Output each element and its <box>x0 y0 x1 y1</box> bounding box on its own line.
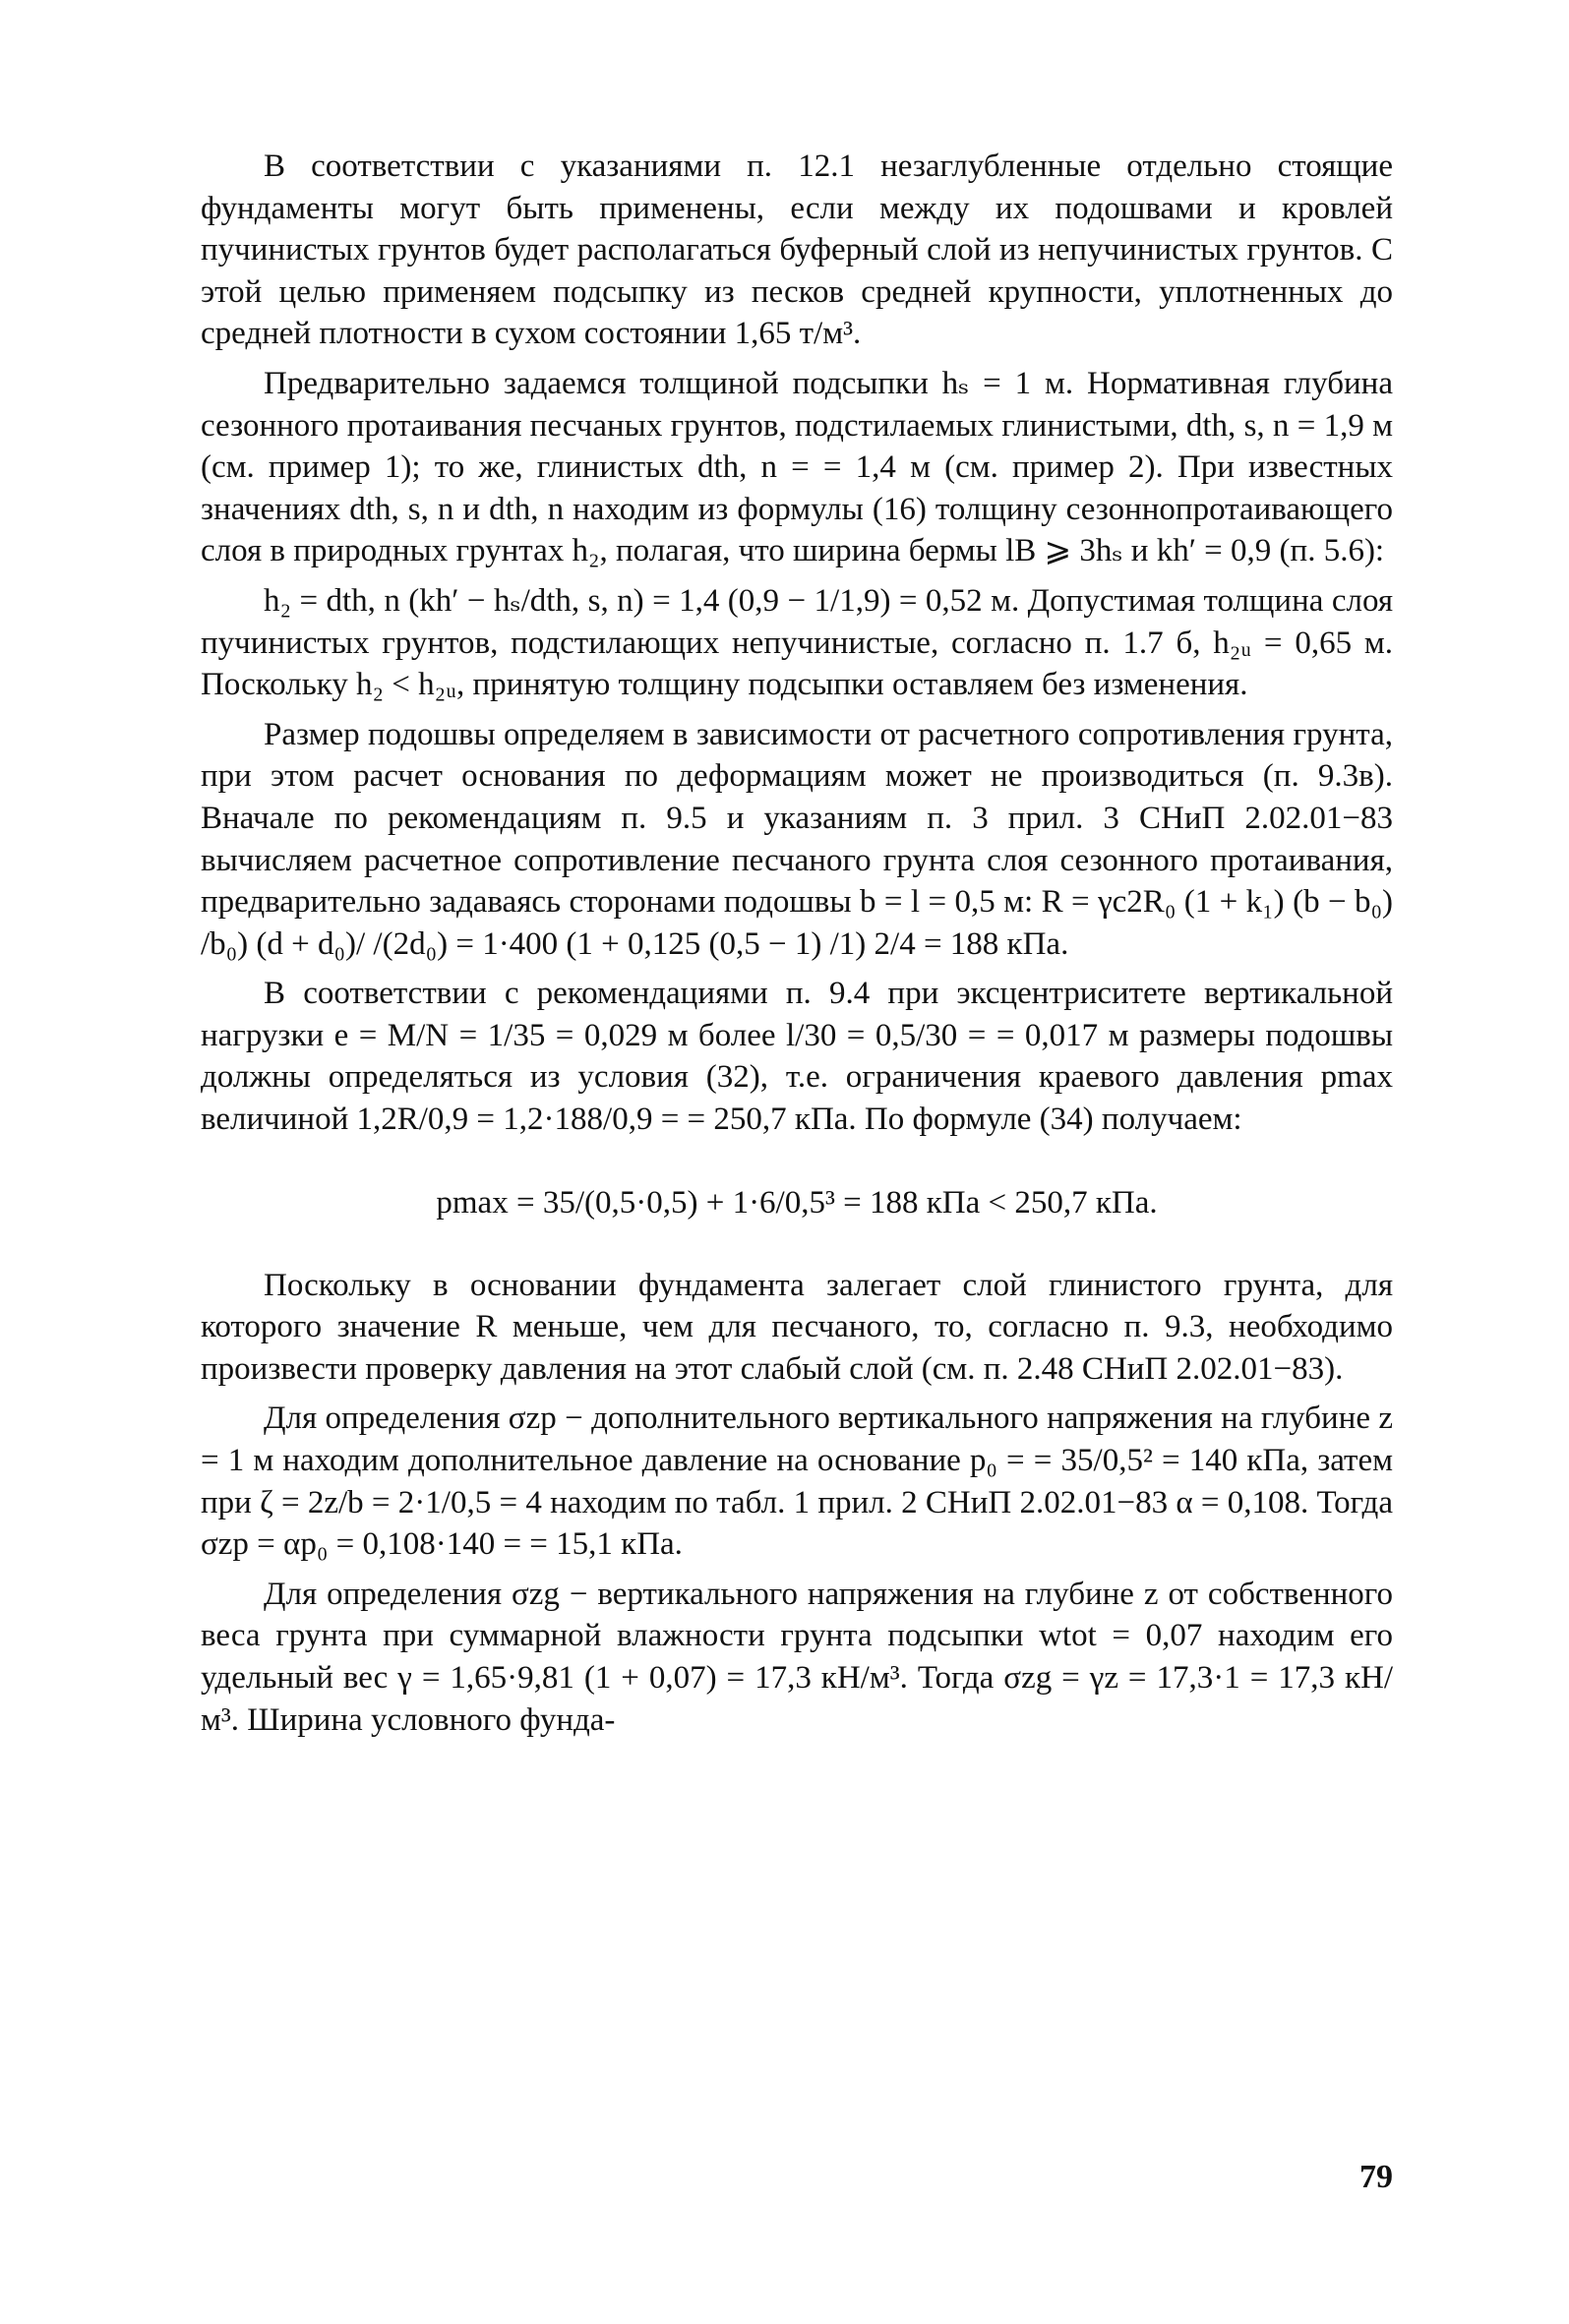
paragraph-1: В соответствии с указаниями п. 12.1 незаглубленные отдельно стоящие фундаменты могут быть применены, если между их подошвами и кровлей пучинистых грунтов будет располагаться буферный слой из непучинистых грунтов. С этой целью применяем подсыпку из песков средней крупности, уплотненных до средней плотности в сухом состоянии 1,65 т/м³. <box>201 149 1393 352</box>
formula-pmax: pmax = 35/(0,5·0,5) + 1·6/0,5³ = 188 кПа < 250,7 кПа. <box>436 1184 1158 1221</box>
page-body <box>201 146 1393 1749</box>
paragraph-8: Для определения σzg − вертикального напряжения на глубине z от собственного веса грунта при суммарной влажности грунта подсыпки wtot = 0,07 находим его удельный вес γ = 1,65·9,81 (1 + 0,07) = 17,3 кН/м³. Тогда σzg = γz = 17,3·1 = 17,3 кН/м³. Ширина условного фунда- <box>201 1576 1393 1738</box>
paragraph-5: В соответствии с рекомендациями п. 9.4 при эксцентриситете вертикальной нагрузки e = M/N = 1/35 = 0,029 м более l/30 = 0,5/30 = = 0,017 м размеры подошвы должны определяться из условия (32), т.е. ограничения краевого давления pmax величиной 1,2R/0,9 = 1,2·188/0,9 = = 250,7 кПа. По формуле (34) получаем: <box>201 976 1393 1138</box>
paragraph-6: Поскольку в основании фундамента залегает слой глинистого грунта, для которого значение R меньше, чем для песчаного, то, согласно п. 9.3, необходимо произвести проверку давления на этот слабый слой (см. п. 2.48 СНиП 2.02.01−83). <box>201 1267 1393 1387</box>
paragraph-3: h₂ = dth, n (kh′ − hₛ/dth, s, n) = 1,4 (0,9 − 1/1,9) = 0,52 м. Допустимая толщина слоя пучинистых грунтов, подстилающих непучинистые, согласно п. 1.7 б, h₂ᵤ = 0,65 м. Поскольку h₂ < h₂ᵤ, принятую толщину подсыпки оставляем без изменения. <box>201 582 1393 703</box>
paragraph-7: Для определения σzp − дополнительного вертикального напряжения на глубине z = 1 м находим дополнительное давление на основание p₀ = = 35/0,5² = 140 кПа, затем при ζ = 2z/b = 2·1/0,5 = 4 находим по табл. 1 прил. 2 СНиП 2.02.01−83 α = 0,108. Тогда σzp = αp₀ = 0,108·140 = = 15,1 кПа. <box>201 1400 1393 1563</box>
page-number: 79 <box>1359 2159 1393 2195</box>
paragraph-2: Предварительно задаемся толщиной подсыпки hₛ = 1 м. Нормативная глубина сезонного протаивания песчаных грунтов, подстилаемых глинистыми, dth, s, n = 1,9 м (см. пример 1); то же, глинистых dth, n = = 1,4 м (см. пример 2). При известных значениях dth, s, n и dth, n находим из формулы (16) толщину сезоннопротаивающего слоя в природных грунтах h₂, полагая, что ширина бермы lB ⩾ 3hₛ и kh′ = 0,9 (п. 5.6): <box>201 365 1393 569</box>
paragraph-4: Размер подошвы определяем в зависимости от расчетного сопротивления грунта, при этом расчет основания по деформациям может не производиться (п. 9.3в). Вначале по рекомендациям п. 9.5 и указаниям п. 3 прил. 3 СНиП 2.02.01−83 вычисляем расчетное сопротивление песчаного грунта слоя сезонного протаивания, предварительно задаваясь сторонами подошвы b = l = 0,5 м: R = γc2R₀ (1 + k₁) (b − b₀) /b₀) (d + d₀)/ /(2d₀) = 1·400 (1 + 0,125 (0,5 − 1) /1) 2/4 = 188 кПа. <box>201 716 1393 962</box>
